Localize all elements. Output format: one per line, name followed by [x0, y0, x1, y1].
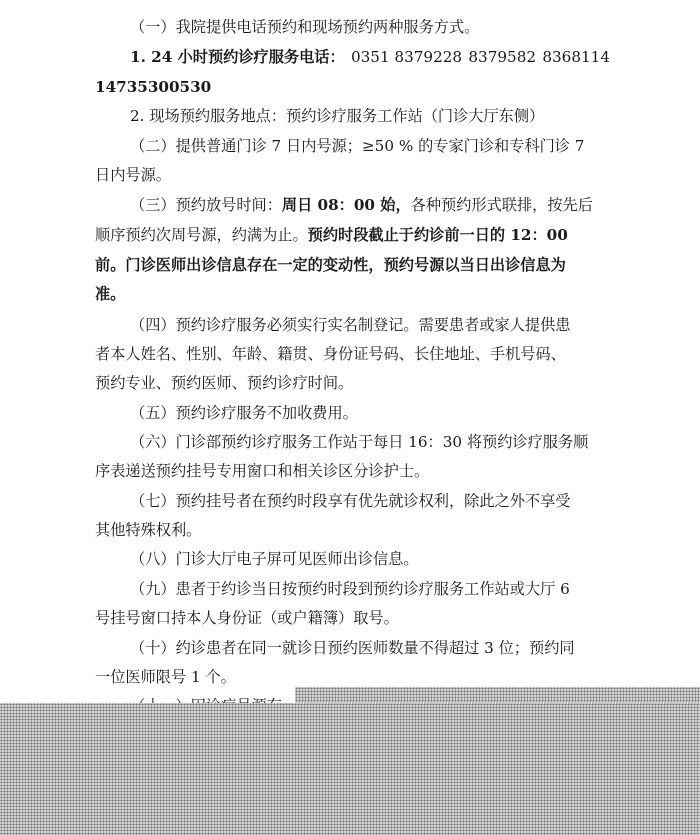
paragraph-5: （五）预约诊疗服务不加收费用。: [130, 404, 358, 422]
phone-number-1: 0351 8379228: [350, 48, 463, 66]
paragraph-2-line-1: （二）提供普通门诊 7 日内号源；≥50 % 的专家门诊和专科门诊 7: [130, 137, 585, 155]
phone-number-4: 14735300530: [95, 78, 212, 96]
halftone-overlay: [0, 703, 700, 835]
phone-label: 1. 24 小时预约诊疗服务电话：: [130, 48, 345, 66]
release-order-text: 顺序预约次周号源，约满为止。: [95, 226, 308, 244]
release-time-label: （三）预约放号时间：: [130, 196, 282, 214]
paragraph-7-line-2: 其他特殊权利。: [95, 521, 202, 539]
paragraph-3-line-2: [95, 225, 610, 245]
paragraph-7-line-1: （七）预约挂号者在预约时段享有优先就诊权利，除此之外不享受: [130, 492, 571, 510]
paragraph-3-line-1: [130, 195, 645, 215]
onsite-location: 2. 现场预约服务地点：预约诊疗服务工作站（门诊大厅东侧）: [130, 107, 545, 125]
paragraph-6-line-2: 序表递送预约挂号专用窗口和相关诊区分诊护士。: [95, 462, 430, 480]
paragraph-4-line-3: 预约专业、预约医师、预约诊疗时间。: [95, 374, 354, 392]
paragraph-9-line-1: （九）患者于约诊当日按预约时段到预约诊疗服务工作站或大厅 6: [130, 580, 570, 598]
paragraph-10-line-1: （十）约诊患者在同一就诊日预约医师数量不得超过 3 位；预约同: [130, 639, 575, 657]
paragraph-2-line-2: 日内号源。: [95, 166, 171, 184]
paragraph-3-line-4: 准。: [95, 285, 126, 303]
paragraph-3-line-3: 前。门诊医师出诊信息存在一定的变动性，预约号源以当日出诊信息为: [95, 256, 566, 274]
phone-line: [130, 47, 610, 67]
phone-number-2: 8379582: [468, 48, 537, 66]
halftone-overlay-top: [295, 687, 700, 703]
paragraph-9-line-2: 号挂号窗口持本人身份证（或户籍簿）取号。: [95, 609, 399, 627]
paragraph-6-line-1: （六）门诊部预约诊疗服务工作站于每日 16：30 将预约诊疗服务顺: [130, 433, 589, 451]
paragraph-4-line-1: （四）预约诊疗服务必须实行实名制登记。需要患者或家人提供患: [130, 316, 571, 334]
paragraph-4-line-2: 者本人姓名、性别、年龄、籍贯、身份证号码、长住地址、手机号码、: [95, 345, 566, 363]
paragraph-8: （八）门诊大厅电子屏可见医师出诊信息。: [130, 550, 419, 568]
phone-number-3: 8368114: [542, 48, 610, 66]
release-time-rest: 各种预约形式联排，按先后: [410, 196, 593, 214]
release-time-value: 周日 08：00 始，: [281, 196, 411, 214]
deadline-text: 预约时段截止于约诊前一日的 12：00: [307, 226, 568, 244]
paragraph-1-line-1: （一）我院提供电话预约和现场预约两种服务方式。: [130, 18, 480, 36]
paragraph-10-line-2: 一位医师限号 1 个。: [95, 668, 236, 686]
